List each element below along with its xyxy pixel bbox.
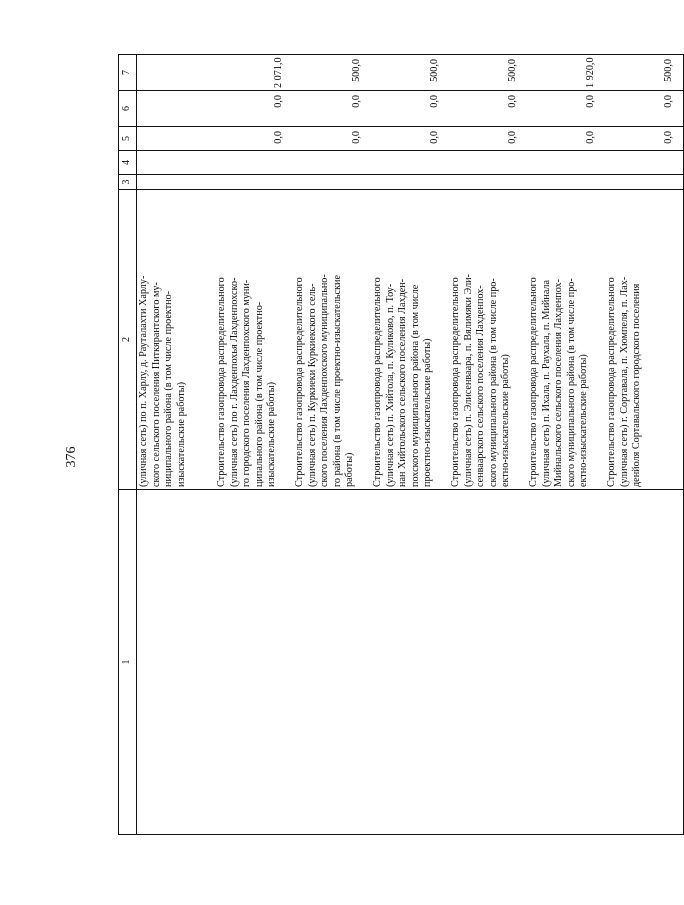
cell-col6-value <box>137 91 216 127</box>
cell-col1 <box>449 490 527 835</box>
cell-col3 <box>215 175 293 190</box>
table-row <box>449 55 527 835</box>
cell-col7-value: 1 920,0 <box>527 55 605 91</box>
cell-activity-name: Строительство газопровода распределительного (уличная сеть) п. Ихала, п. Раухала, п. Мийнала Мийнальского сельского поселения Лахденпох- ского муниципального района (в том числе про- ектно-изыскательские работы) <box>527 190 605 490</box>
page-number <box>62 442 82 472</box>
cell-activity-name: Строительство газопровода распределительного (уличная сеть) п. Элисенваара, п. Вялимяки Эли- сенваарского сельского поселения Лахденпох- ского муниципального района (в том числе про- ектно-изыскательские работы) <box>449 190 527 490</box>
cell-activity-name: Строительство газопровода распределительного (уличная сеть) г. Сортавала, п. Хюмпеля, п. Лах- денйоля Сортавальского городского поселения <box>605 190 684 490</box>
cell-col1 <box>215 490 293 835</box>
cell-col4 <box>371 151 449 175</box>
cell-col6-value: 0,0 <box>527 91 605 127</box>
cell-col5-value: 0,0 <box>215 127 293 151</box>
cell-col3 <box>449 175 527 190</box>
cell-col6-value: 0,0 <box>215 91 293 127</box>
cell-col7-value: 2 071,0 <box>215 55 293 91</box>
cell-col4 <box>137 151 216 175</box>
cell-col5-value: 0,0 <box>527 127 605 151</box>
cell-col5-value: 0,0 <box>293 127 371 151</box>
budget-table-container <box>118 55 674 835</box>
cell-col6-value: 0,0 <box>371 91 449 127</box>
cell-col7-value: 500,0 <box>371 55 449 91</box>
cell-activity-name: (уличная сеть) по п. Харлу, д. Рауталахти Харлу- ского сельского поселения Питкярантского му- ниципального района (в том числе проектно- изыскательские работы) <box>137 190 216 490</box>
cell-col5-value: 0,0 <box>371 127 449 151</box>
cell-col4 <box>449 151 527 175</box>
cell-col1 <box>371 490 449 835</box>
cell-col3 <box>527 175 605 190</box>
cell-activity-name: Строительство газопровода распределительного (уличная сеть) по г. Лахденпохья Лахденпохско- го городского поселения Лахденпохского муни- ципального района (в том числе проектно- изыскательские работы) <box>215 190 293 490</box>
table-row <box>527 55 605 835</box>
page-number-text: 376 <box>64 446 79 468</box>
column-header-7: 7 <box>119 55 137 91</box>
column-header-1: 1 <box>119 490 137 835</box>
cell-col5-value: 0,0 <box>449 127 527 151</box>
cell-col3 <box>293 175 371 190</box>
cell-col3 <box>371 175 449 190</box>
cell-col4 <box>293 151 371 175</box>
cell-col6-value: 0,0 <box>293 91 371 127</box>
cell-col6-value: 0,0 <box>449 91 527 127</box>
cell-col3 <box>137 175 216 190</box>
cell-col5-value: 0,0 <box>605 127 684 151</box>
table-row <box>215 55 293 835</box>
table-row <box>371 55 449 835</box>
column-header-3: 3 <box>119 175 137 190</box>
cell-col1 <box>137 490 216 835</box>
cell-col7-value: 500,0 <box>605 55 684 91</box>
column-header-5: 5 <box>119 127 137 151</box>
cell-col7-value: 500,0 <box>293 55 371 91</box>
cell-activity-name: Строительство газопровода распределительного (уличная сеть) п. Хийтола, п. Куликово, п. Тоу- нан Хийтольского сельского поселения Лахден- похского муниципального района (в том числе проектно-изыскательские работы) <box>371 190 449 490</box>
table-row <box>137 55 216 835</box>
cell-col3 <box>605 175 684 190</box>
cell-col4 <box>605 151 684 175</box>
cell-col6-value: 0,0 <box>605 91 684 127</box>
table-header-row <box>119 55 137 835</box>
column-header-6: 6 <box>119 91 137 127</box>
table-row <box>605 55 684 835</box>
cell-col4 <box>215 151 293 175</box>
cell-col7-value: 500,0 <box>449 55 527 91</box>
cell-col1 <box>605 490 684 835</box>
cell-col5-value <box>137 127 216 151</box>
cell-col1 <box>293 490 371 835</box>
cell-col4 <box>527 151 605 175</box>
table-row <box>293 55 371 835</box>
column-header-4: 4 <box>119 151 137 175</box>
column-header-2: 2 <box>119 190 137 490</box>
cell-activity-name: Строительство газопровода распределительного (уличная сеть) п. Куркиеки Куркиекского сель- ского поселения Лахденпохского муниципально- го района (в том числе проектно-изыскательские работы) <box>293 190 371 490</box>
budget-table <box>118 54 684 835</box>
cell-col7-value <box>137 55 216 91</box>
cell-col1 <box>527 490 605 835</box>
